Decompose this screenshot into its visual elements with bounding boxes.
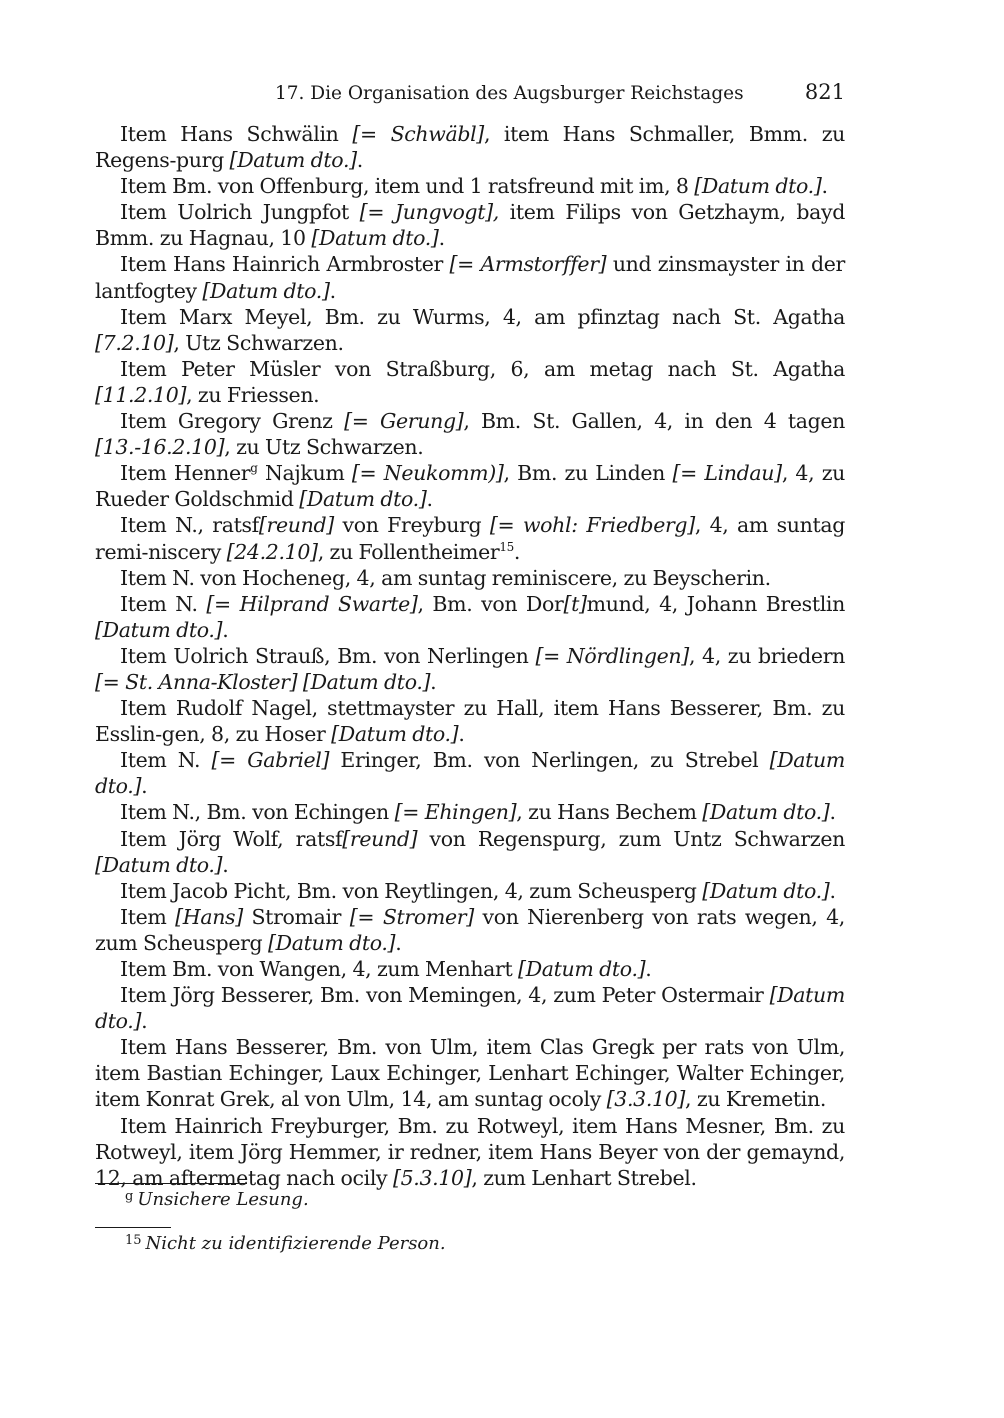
footnote-text: Unsichere Lesung. bbox=[137, 1189, 309, 1210]
entry-text: , Bm. von Dor bbox=[417, 591, 564, 616]
entry-text: Stromair bbox=[242, 904, 350, 929]
editorial-note: [= Ehingen] bbox=[394, 800, 517, 825]
entry-paragraph bbox=[95, 695, 845, 747]
entry-text: Item Rudolf Nagel, stettmayster zu Hall, item Hans Besserer, Bm. zu Esslin-gen, 8, zu Hoser bbox=[95, 696, 845, 747]
editorial-note: [Datum dto.] bbox=[95, 617, 223, 642]
editorial-note: [Datum dto.] bbox=[518, 957, 646, 981]
entry-text: , Utz Schwarzen. bbox=[173, 330, 344, 355]
editorial-note: [Datum dto.] bbox=[95, 852, 223, 877]
editorial-note: [24.2.10] bbox=[226, 539, 318, 564]
entry-text: von Nierenberg von rats wegen, 4, zum Scheusperg bbox=[95, 904, 845, 955]
entry-paragraph bbox=[95, 199, 845, 251]
entry-text: Item N., Bm. von Echingen bbox=[120, 800, 395, 825]
entry-text: , Bm. St. Gallen, 4, in den 4 tagen bbox=[463, 409, 846, 434]
entry-text: . bbox=[829, 878, 836, 903]
editorial-note: [= Stromer] bbox=[349, 904, 474, 929]
entry-text: . bbox=[430, 669, 437, 694]
entry-text: . bbox=[356, 148, 363, 173]
entry-text: , zum Lenhart Strebel. bbox=[471, 1165, 697, 1190]
footnote-text: Nicht zu identifizierende Person. bbox=[145, 1233, 446, 1254]
entry-paragraph bbox=[95, 904, 845, 956]
editorial-note: [Datum dto.] bbox=[331, 722, 459, 747]
editorial-note: [= Gerung] bbox=[344, 409, 464, 434]
footnote-reference: 15 bbox=[499, 539, 514, 554]
footnote-mark: g bbox=[125, 1189, 134, 1204]
entry-text: , zu Friessen. bbox=[186, 382, 320, 407]
entry-paragraph bbox=[95, 356, 845, 408]
entry-text: . bbox=[222, 617, 229, 642]
entry-text: Item Marx Meyel, Bm. zu Wurms, 4, am pfinztag nach St. Agatha bbox=[120, 304, 845, 329]
entry-paragraph bbox=[95, 173, 845, 199]
editorial-note: [= Neukomm)] bbox=[351, 461, 504, 486]
editorial-note: [Datum dto.] bbox=[229, 148, 357, 173]
entry-paragraph bbox=[95, 643, 845, 695]
entry-paragraph bbox=[95, 121, 845, 173]
entry-text: Item Uolrich Strauß, Bm. von Nerlingen bbox=[120, 643, 536, 668]
entry-text: Item Hans Schwälin bbox=[120, 122, 353, 146]
editorial-note: [= Hilprand Swarte] bbox=[206, 591, 418, 616]
entry-text: Item N. bbox=[120, 591, 207, 616]
entry-text: . bbox=[222, 852, 229, 877]
footnote-g bbox=[95, 1184, 845, 1213]
editorial-note: [= Jungvogt], bbox=[359, 200, 499, 225]
editorial-note: [Datum dto.] bbox=[299, 487, 427, 512]
editorial-note: [= Gabriel] bbox=[211, 748, 330, 773]
entry-paragraph bbox=[95, 251, 845, 303]
entry-paragraph bbox=[95, 747, 845, 799]
editorial-note: [= wohl: Friedberg] bbox=[489, 513, 695, 538]
entry-text: mund, 4, Johann Brestlin bbox=[586, 591, 845, 616]
editorial-note: [Datum dto.] bbox=[702, 800, 830, 825]
running-head bbox=[95, 80, 845, 108]
editorial-note: [5.3.10] bbox=[392, 1165, 472, 1190]
editorial-note: [reund] bbox=[342, 826, 418, 851]
editorial-note: [Hans] bbox=[175, 904, 243, 929]
entry-text: Item Bm. von Offenburg, item und 1 ratsfreund mit im, 8 bbox=[120, 174, 695, 199]
editorial-note: [= Schwäbl] bbox=[352, 122, 484, 146]
entry-text: Item Uolrich Jungpfot bbox=[120, 200, 360, 225]
running-head-title: 17. Die Organisation des Augsburger Reichstages bbox=[275, 83, 744, 104]
entry-text: Item Hans Hainrich Armbroster bbox=[120, 252, 450, 277]
entry-text: Item Henner bbox=[120, 461, 251, 486]
footnote-reference: g bbox=[250, 461, 258, 476]
editorial-note: [Datum dto.] bbox=[702, 878, 830, 903]
entry-text: , 4, zu briedern bbox=[688, 643, 846, 668]
editorial-note: [= Nördlingen] bbox=[535, 643, 689, 668]
entry-text: Item N. von Hocheneg, 4, am suntag reminiscere, zu Beyscherin. bbox=[120, 565, 771, 590]
entry-text: . bbox=[141, 774, 148, 799]
entry-text: Item Hans Besserer, Bm. von Ulm, item Clas Gregk per rats von Ulm, item Bastian Echinger, Laux Echinger, Lenhart Echinger, Walter Echinger, item Konrat Grek, al von Ulm, 14, am suntag ocoly bbox=[95, 1035, 845, 1112]
editorial-note: [Datum dto.] bbox=[95, 748, 845, 799]
entry-text: . bbox=[645, 957, 652, 981]
editorial-note: [reund] bbox=[258, 513, 334, 538]
editorial-note: [7.2.10] bbox=[95, 330, 174, 355]
entry-text: . bbox=[458, 722, 465, 747]
entry-text: Item N., ratsf bbox=[120, 513, 259, 538]
editorial-note: [Datum dto.] bbox=[202, 278, 330, 303]
entry-text: Item Jörg Besserer, Bm. von Memingen, 4, zum Peter Ostermair bbox=[120, 983, 770, 1008]
entry-paragraph bbox=[95, 878, 845, 904]
page-number: 821 bbox=[804, 80, 845, 104]
body-text bbox=[95, 121, 845, 1191]
entry-text: Item Hainrich Freyburger, Bm. zu Rotweyl, item Hans Mesner, Bm. zu Rotweyl, item Jörg Hemmer, ir redner, item Hans Beyer von der gemaynd, 12, am aftermetag nach ocily bbox=[95, 1113, 845, 1190]
entry-text: . bbox=[829, 800, 836, 825]
entry-text: , Bm. zu Linden bbox=[503, 461, 673, 486]
editorial-note: [Datum dto.] bbox=[694, 174, 822, 199]
entry-text: und zinsmayster in der lantfogtey bbox=[95, 252, 845, 303]
entry-paragraph bbox=[95, 1034, 845, 1112]
entry-text: . bbox=[395, 930, 402, 955]
entry-text: . bbox=[329, 278, 336, 303]
entry-text: , zu Kremetin. bbox=[685, 1087, 827, 1112]
entry-text: . bbox=[438, 226, 445, 251]
entry-text: Najkum bbox=[257, 461, 352, 486]
entry-text: Item Bm. von Wangen, 4, zum Menhart bbox=[120, 957, 519, 981]
entry-paragraph bbox=[95, 304, 845, 356]
entry-text: , item Hans Schmaller, Bmm. zu Regens-purg bbox=[95, 122, 845, 173]
entry-text: Item Jörg Wolf, ratsf bbox=[120, 826, 343, 851]
entry-text: , 4, am suntag remi-niscery bbox=[95, 513, 845, 564]
entry-paragraph bbox=[95, 460, 845, 512]
entry-text: von Freyburg bbox=[333, 513, 490, 538]
footnote-mark: 15 bbox=[125, 1233, 142, 1248]
entry-text: Eringer, Bm. von Nerlingen, zu Strebel bbox=[329, 748, 770, 773]
entry-paragraph bbox=[95, 1113, 845, 1191]
entry-paragraph bbox=[95, 408, 845, 460]
entry-paragraph bbox=[95, 591, 845, 643]
entry-paragraph bbox=[95, 512, 845, 564]
editorial-note: [11.2.10] bbox=[95, 382, 187, 407]
entry-paragraph bbox=[95, 982, 845, 1034]
entry-text: Item N. bbox=[120, 748, 212, 773]
entry-text: von Regenspurg, zum Untz Schwarzen bbox=[417, 826, 845, 851]
editorial-note: [13.-16.2.10] bbox=[95, 435, 225, 460]
entry-text: Item Jacob Picht, Bm. von Reytlingen, 4, zum Scheusperg bbox=[120, 878, 703, 903]
entry-text: , 4, zu Rueder Goldschmid bbox=[95, 461, 845, 512]
entry-paragraph bbox=[95, 799, 845, 825]
entry-text: . bbox=[821, 174, 828, 199]
editorial-note: [Datum dto.] bbox=[95, 983, 845, 1034]
editorial-note: [Datum dto.] bbox=[311, 226, 439, 251]
entry-text: , zu Hans Bechem bbox=[516, 800, 703, 825]
entry-text: Item Gregory Grenz bbox=[120, 409, 345, 434]
entry-paragraph bbox=[95, 565, 845, 591]
editorial-note: [= Lindau] bbox=[672, 461, 782, 486]
entry-paragraph bbox=[95, 826, 845, 878]
editorial-note: [= Armstorffer] bbox=[449, 252, 607, 277]
entry-text: . bbox=[513, 539, 521, 564]
entry-text: Item bbox=[120, 904, 176, 929]
footnote-15 bbox=[95, 1228, 845, 1257]
editorial-note: [Datum dto.] bbox=[268, 930, 396, 955]
editorial-note: [t] bbox=[563, 591, 587, 616]
entry-text: , zu Utz Schwarzen. bbox=[224, 435, 424, 460]
editorial-note: [= St. Anna-Kloster] [Datum dto.] bbox=[95, 669, 431, 694]
entry-text: . bbox=[141, 1009, 148, 1034]
entry-text: item Filips von Getzhaym, bayd Bmm. zu Hagnau, 10 bbox=[95, 200, 845, 251]
entry-paragraph bbox=[95, 956, 845, 982]
entry-text: . bbox=[426, 487, 433, 512]
editorial-note: [3.3.10] bbox=[606, 1087, 686, 1112]
entry-text: , zu Follentheimer bbox=[317, 539, 500, 564]
footnotes bbox=[95, 1183, 845, 1257]
entry-text: Item Peter Müsler von Straßburg, 6, am metag nach St. Agatha bbox=[120, 356, 845, 381]
